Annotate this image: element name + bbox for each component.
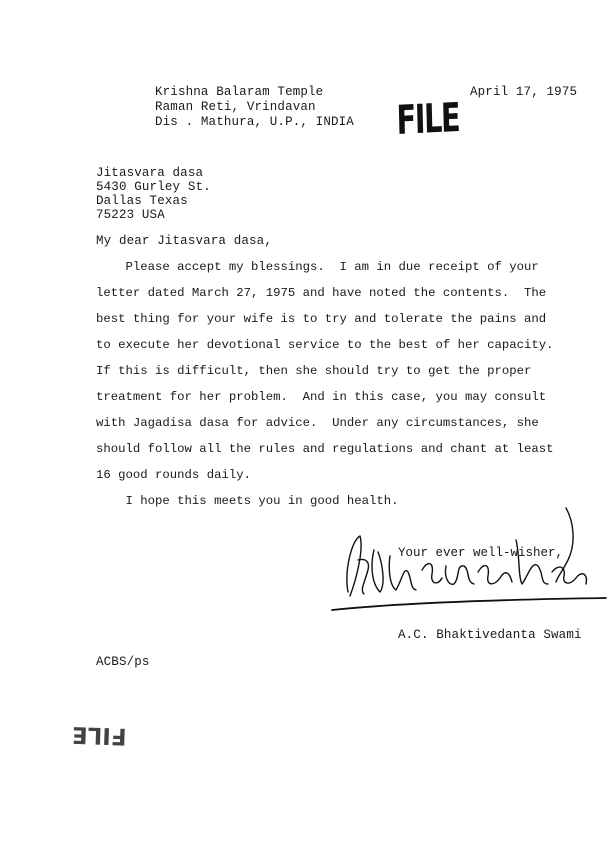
body-line: best thing for your wife is to try and tolerate the pains and: [96, 312, 547, 326]
body-line: to execute her devotional service to the best of her capacity.: [96, 338, 554, 352]
valediction: Your ever well-wisher,: [398, 546, 564, 560]
body-line: If this is difficult, then she should try to get the proper: [96, 364, 532, 378]
body-line: with Jagadisa dasa for advice. Under any circumstances, she: [96, 416, 539, 430]
body-line: treatment for her problem. And in this case, you may consult: [96, 390, 547, 404]
body-line: letter dated March 27, 1975 and have noted the contents. The: [96, 286, 547, 300]
body-line: should follow all the rules and regulations and chant at least: [96, 442, 554, 456]
handwritten-signature: [330, 500, 608, 620]
recipient-line-1: Jitasvara dasa: [96, 166, 204, 180]
signatory-name: A.C. Bhaktivedanta Swami: [398, 628, 582, 642]
recipient-line-4: 75223 USA: [96, 208, 165, 222]
typist-initials: ACBS/ps: [96, 655, 150, 669]
recipient-line-3: Dallas Texas: [96, 194, 188, 208]
letter-date: April 17, 1975: [470, 85, 578, 99]
sender-address-line-3: Dis . Mathura, U.P., INDIA: [155, 115, 354, 129]
sender-address-line-2: Raman Reti, Vrindavan: [155, 100, 316, 114]
closing-line: I hope this meets you in good health.: [96, 494, 399, 508]
recipient-line-2: 5430 Gurley St.: [96, 180, 211, 194]
salutation: My dear Jitasvara dasa,: [96, 234, 272, 248]
body-line: Please accept my blessings. I am in due receipt of your: [96, 260, 539, 274]
body-line: 16 good rounds daily.: [96, 468, 251, 482]
file-stamp: FILE: [396, 94, 460, 144]
file-stamp-inverted: FILE: [71, 721, 128, 749]
sender-address-line-1: Krishna Balaram Temple: [155, 85, 324, 99]
